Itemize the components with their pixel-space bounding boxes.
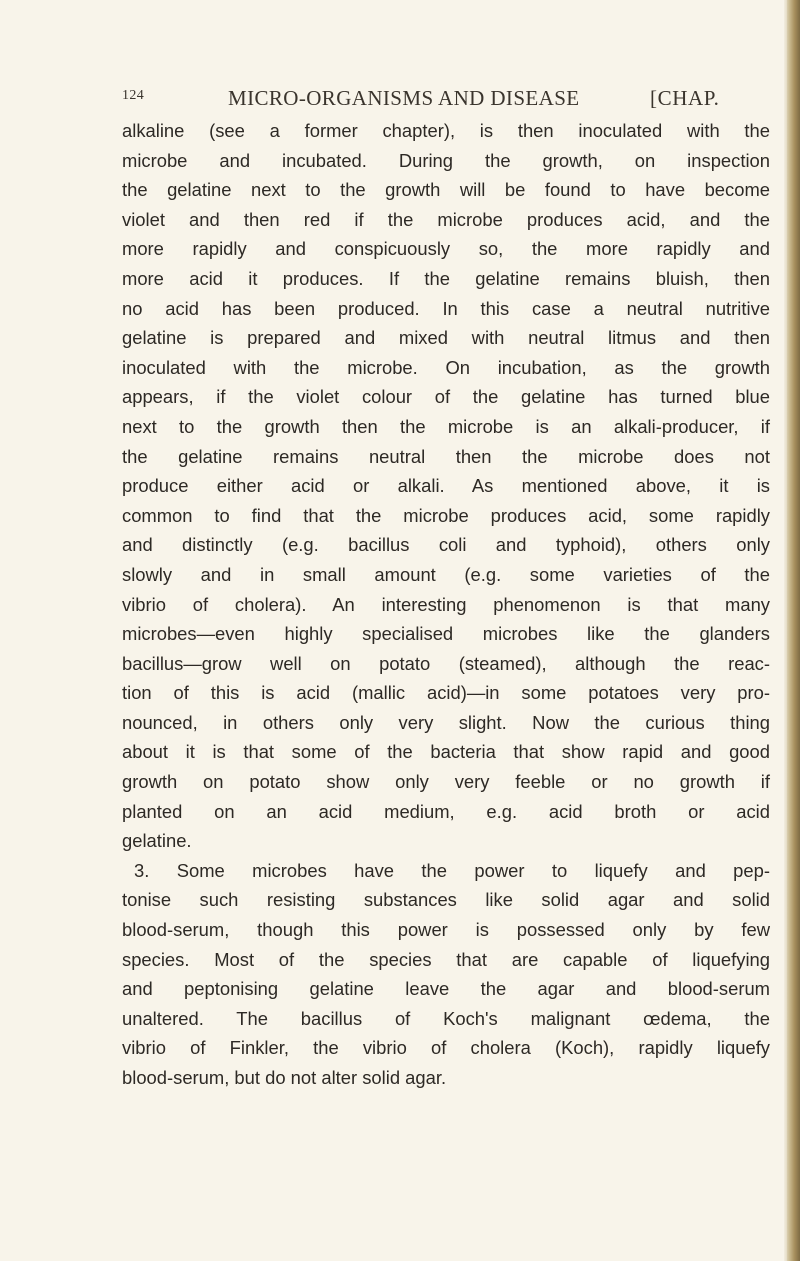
text-line: vibrio of cholera). An interesting phenomenon is that many [122,593,770,615]
text-line: tonise such resisting substances like solid agar and solid [122,889,770,911]
text-line: inoculated with the microbe. On incubation, as the growth [122,356,770,378]
chapter-mark: [CHAP. [650,86,720,110]
text-line: common to find that the microbe produces acid, some rapidly [122,504,770,526]
text-line: species. Most of the species that are capable of liquefying [122,948,770,970]
text-line: produce either acid or alkali. As mentioned above, it is [122,475,770,497]
body-text [122,116,770,1093]
text-line: no acid has been produced. In this case a neutral nutritive [122,297,770,319]
text-line: 3. Some microbes have the power to liquefy and pep- [134,859,770,881]
text-line: vibrio of Finkler, the vibrio of cholera (Koch), rapidly liquefy [122,1037,770,1059]
text-line: the gelatine next to the growth will be found to have become [122,179,770,201]
text-line: microbe and incubated. During the growth, on inspection [122,149,770,171]
text-line: appears, if the violet colour of the gelatine has turned blue [122,386,770,408]
text-line: blood-serum, but do not alter solid agar. [122,1067,447,1088]
text-line: tion of this is acid (mallic acid)—in some potatoes very pro- [122,682,770,704]
page-binding-edge [784,0,800,1261]
text-line: growth on potato show only very feeble or no growth if [122,771,770,793]
text-line: unaltered. The bacillus of Koch's malignant œdema, the [122,1007,770,1029]
page-number: 124 [122,88,145,103]
text-line: about it is that some of the bacteria that show rapid and good [122,741,770,763]
text-line: blood-serum, though this power is possessed only by few [122,919,770,941]
text-line: and distinctly (e.g. bacillus coli and typhoid), others only [122,534,770,556]
text-line: the gelatine remains neutral then the microbe does not [122,445,770,467]
text-line: slowly and in small amount (e.g. some varieties of the [122,563,770,585]
text-line: nounced, in others only very slight. Now the curious thing [122,711,770,733]
text-line: gelatine. [122,830,192,852]
text-line: alkaline (see a former chapter), is then inoculated with the [122,120,770,141]
text-line: next to the growth then the microbe is an alkali-producer, if [122,415,770,437]
text-line: microbes—even highly specialised microbes like the glanders [122,623,770,645]
text-line: bacillus—grow well on potato (steamed), although the reac- [122,652,770,674]
text-line: planted on an acid medium, e.g. acid broth or acid [122,800,770,822]
text-line: and peptonising gelatine leave the agar and blood-serum [122,978,770,1000]
text-line: more rapidly and conspicuously so, the more rapidly and [122,238,770,260]
text-line: more acid it produces. If the gelatine remains bluish, then [122,267,770,289]
running-head [122,86,772,116]
running-title: MICRO-ORGANISMS AND DISEASE [228,86,580,110]
text-line: gelatine is prepared and mixed with neutral litmus and then [122,327,770,349]
text-line: violet and then red if the microbe produces acid, and the [122,208,770,230]
